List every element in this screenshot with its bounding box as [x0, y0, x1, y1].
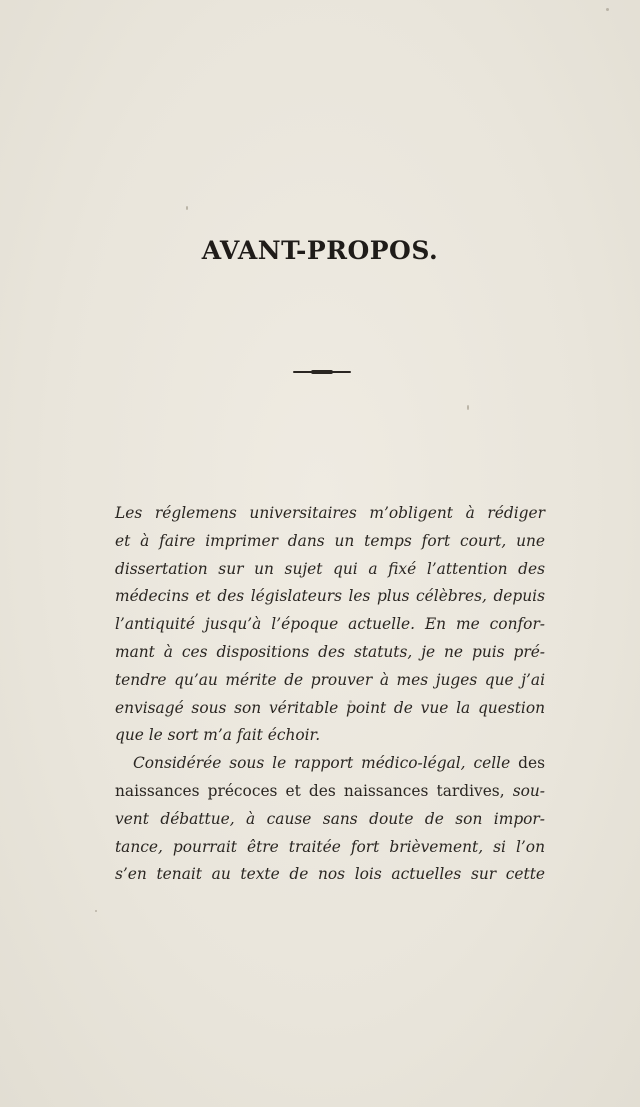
text-line: dissertation sur un sujet qui a fixé l’attention des [115, 559, 545, 578]
text-fragment: Considérée sous le rapport médico-légal, celle [133, 754, 511, 773]
text-line: que le sort m’a fait échoir. [115, 726, 321, 745]
text-fragment: naissances précoces et des naissances tardives, [115, 781, 505, 800]
text-line: vent débattue, à cause sans doute de son impor- [115, 809, 545, 828]
text-line [115, 778, 545, 806]
text-line: s’en tenait au texte de nos lois actuelles sur cette [115, 865, 545, 884]
paper-speck [186, 206, 188, 210]
text-line: envisagé sous son véritable point de vue la question [115, 698, 545, 717]
text-line: tendre qu’au mérite de prouver à mes juges que j’ai [115, 670, 545, 689]
text-line: et à faire imprimer dans un temps fort court, une [115, 531, 545, 550]
paper-speck [606, 8, 609, 11]
text-line: médecins et des législateurs les plus célèbres, depuis [115, 587, 545, 606]
text-line [115, 750, 545, 778]
paper-speck [467, 405, 469, 410]
ornamental-rule [293, 371, 351, 373]
text-line: l’antiquité jusqu’à l’époque actuelle. En me confor- [115, 615, 545, 634]
text-fragment: sou- [512, 781, 545, 800]
text-fragment: des [518, 754, 545, 773]
text-line: mant à ces dispositions des statuts, je ne puis pré- [115, 642, 545, 661]
text-line: Les réglemens universitaires m’obligent à rédiger [115, 504, 545, 522]
page-title: AVANT-PROPOS. [201, 236, 439, 265]
paper-speck [95, 910, 97, 912]
text-line: tance, pourrait être traitée fort brièvement, si l’on [115, 837, 545, 856]
body-text [115, 500, 545, 889]
